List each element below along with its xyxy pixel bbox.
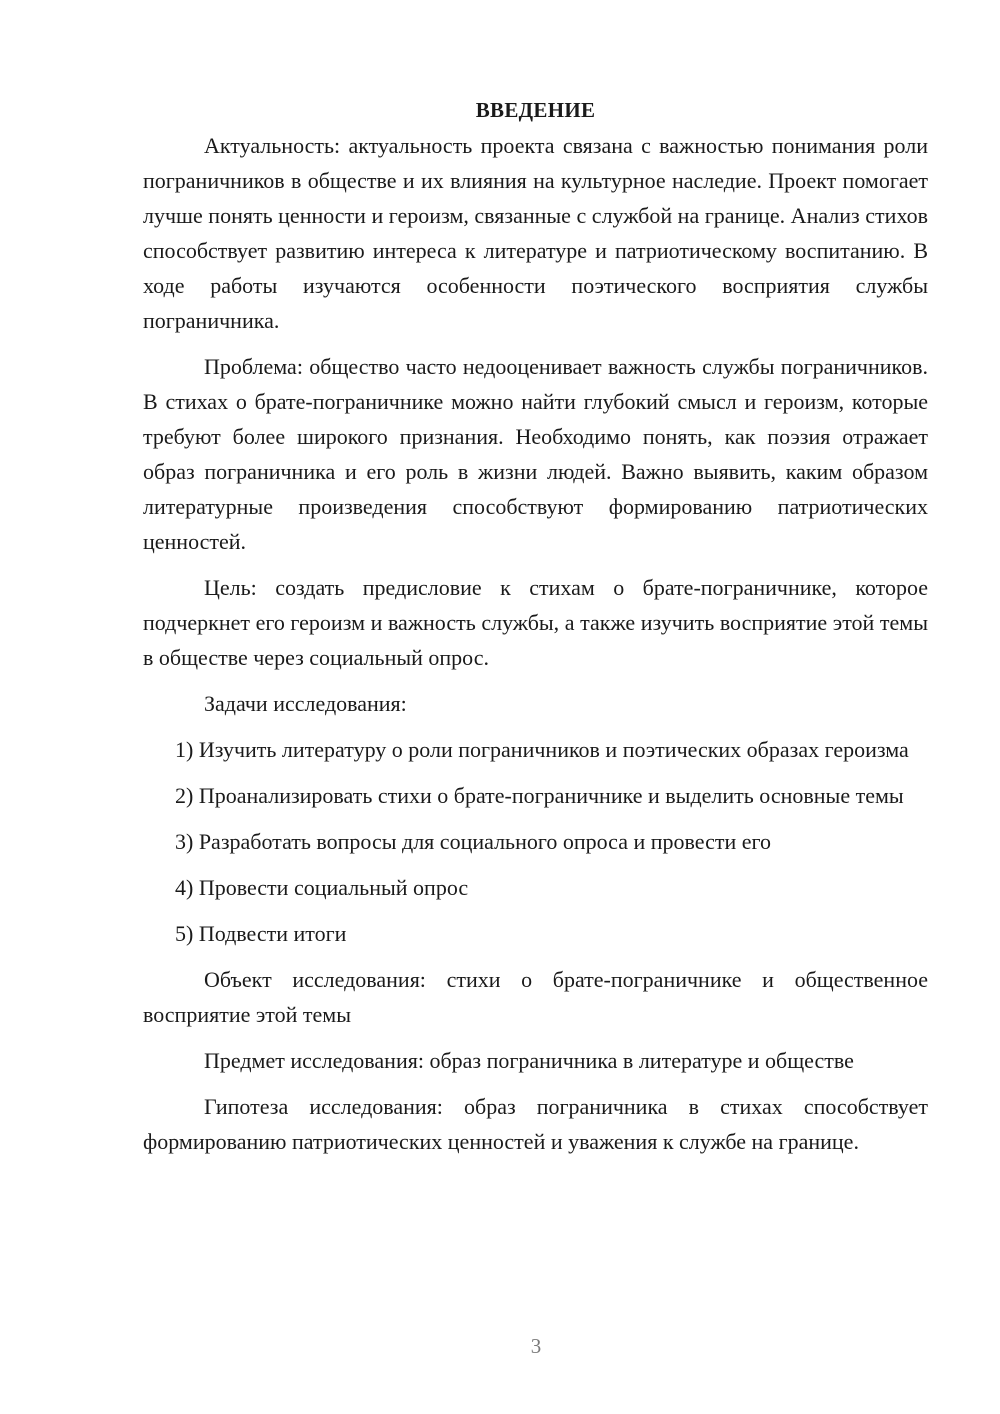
tasks-title: Задачи исследования: <box>204 691 407 716</box>
task-item-4: 4) Провести социальный опрос <box>175 875 469 900</box>
object-paragraph: Объект исследования: стихи о брате-пограничнике и общественное восприятие этой темы <box>143 967 928 1027</box>
goal-paragraph: Цель: создать предисловие к стихам о брате-пограничнике, которое подчеркнет его героизм и важность службы, а также изучить восприятие этой темы в обществе через социальный опрос. <box>143 575 928 670</box>
task-item-3: 3) Разработать вопросы для социального опроса и провести его <box>175 829 771 854</box>
problem-paragraph: Проблема: общество часто недооценивает важность службы пограничников. В стихах о брате-пограничнике можно найти глубокий смысл и героизм, которые требуют более широкого признания. Необходимо понять, как поэзия отражает образ пограничника и его роль в жизни людей. Важно выявить, каким образом литературные произведения способствуют формированию патриотических ценностей. <box>143 354 928 554</box>
task-item-2: 2) Проанализировать стихи о брате-пограничнике и выделить основные темы <box>175 783 904 808</box>
page-number: 3 <box>530 1334 542 1358</box>
task-item-5: 5) Подвести итоги <box>175 921 347 946</box>
section-heading: ВВЕДЕНИЕ <box>475 98 596 122</box>
hypothesis-paragraph: Гипотеза исследования: образ пограничника в стихах способствует формированию патриотических ценностей и уважения к службе на границе. <box>143 1094 928 1154</box>
relevance-paragraph: Актуальность: актуальность проекта связана с важностью понимания роли пограничников в обществе и их влияния на культурное наследие. Проект помогает лучше понять ценности и героизм, связанные с службой на границе. Анализ стихов способствует развитию интереса к литературе и патриотическому воспитанию. В ходе работы изучаются особенности поэтического восприятия службы пограничника. <box>143 133 928 333</box>
page-content <box>143 94 928 1170</box>
subject-paragraph: Предмет исследования: образ пограничника в литературе и обществе <box>204 1048 854 1073</box>
task-item-1: 1) Изучить литературу о роли пограничников и поэтических образах героизма <box>175 737 909 762</box>
